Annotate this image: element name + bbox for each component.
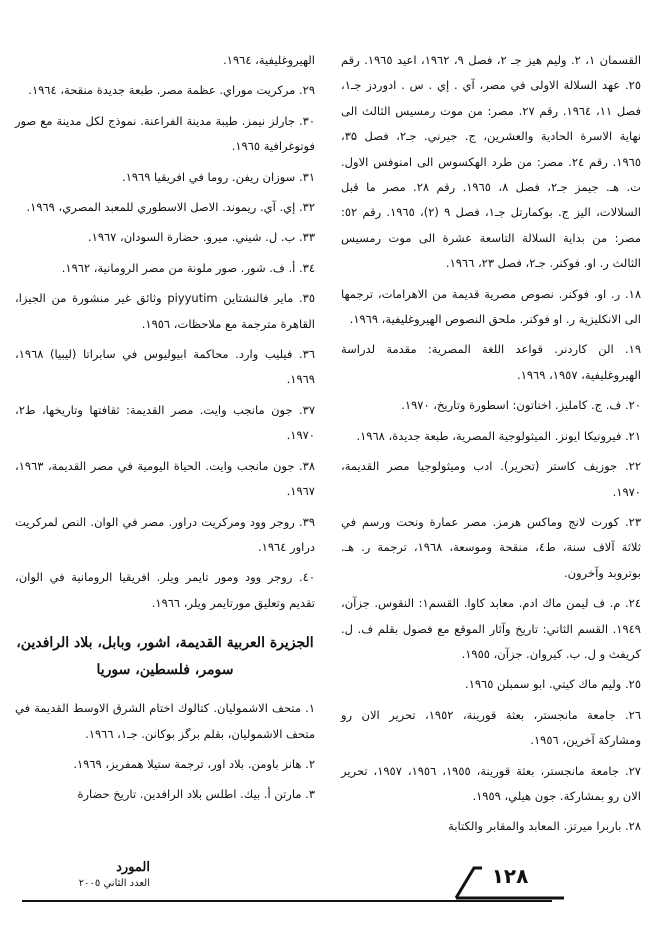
- bibliography-entry: ۳۱. سوزان ريفن. روما في افريقيا ۱۹٦۹.: [122, 169, 315, 184]
- bibliography-entry: ۲٥. وليم ماك كيتي. ابو سمبلن ۱۹٦٥.: [465, 677, 641, 692]
- bibliography-entry: ۲. هانز باومن. بلاد اور، ترجمة ستيلا همفريز، ۱۹٦۹.: [73, 756, 315, 771]
- right-column: [341, 48, 641, 845]
- bibliography-entry: ۲۲. جوزيف كاستر (تحرير). ادب وميثولوجيا مصر القديمة، ۱۹۷۰.: [341, 459, 641, 499]
- bibliography-entry: ۳۸. جون مانجب وايت. الحياة اليومية في مصر القديمة، ۱۹٦۳، ۱۹٦۷.: [15, 458, 315, 499]
- bibliography-entry: ۲٤. م. ف ليمن ماك ادم. معابد كاوا. القسم۱: النقوس. جزآن، ۱۹٤۹. القسم الثاني: تاريخ وآثار الموقع مع فصول بقلم ف. ل. كريفث و ل. ب. كيروان. جزآن، ۱۹٥٥.: [341, 596, 642, 661]
- bibliography-entry: ۲۹. مركريت موراي. عظمة مصر. طبعة جديدة منقحة، ۱۹٦٤.: [28, 83, 315, 98]
- bibliography-entry: ۳۷. جون مانجب وايت. مصر القديمة: ثقافتها وتاريخها، ط۲، ۱۹۷۰.: [15, 402, 315, 443]
- bibliography-entry: ۳. مارتن أ. بيك. اطلس بلاد الرافدين. تاريخ حضارة: [77, 787, 315, 802]
- footer-rule: [22, 900, 552, 902]
- bibliography-entry: ۲٦. جامعة مانجستر، بعثة قورينة، ۱۹٥۲، تحرير الان رو ومشاركة آخرين، ۱۹٥٦.: [341, 707, 641, 748]
- bibliography-entry: ۳٤. أ. ف. شور. صور ملونة من مصر الرومانية، ۱۹٦۲.: [61, 260, 315, 275]
- bibliography-entry: ۱. متحف الاشموليان. كتالوك اختام الشرق الاوسط القديمة في متحف الاشموليان، بقلم برگز بوكانن. جـ۱، ۱۹٦٦.: [15, 701, 315, 741]
- bibliography-entry: ۳٦. فيليب وارد. محاكمة ابيوليوس في سابراتا (ليبيا) ۱۹٦۸، ۱۹٦۹.: [15, 347, 315, 387]
- bibliography-entry: ۲۷. جامعة مانجستر، بعثة قورينة، ۱۹٥٥، ۱۹٥٦، ۱۹٥۷، تحرير الان رو بمشاركة. جون هيلي، ۱۹٥۹.: [341, 763, 641, 803]
- section-heading: الجزيرة العربية القديمة، اشور، وبابل، بلاد الرافدين، سومر، فلسطين، سوريا: [16, 635, 314, 679]
- bibliography-entry: ۱۸. ر. او. فوكنر. نصوص مصرية قديمة من الاهرامات، ترجمها الى الانكليزية ر. او فوكنر. ملحق النصوص الهيروغليفية، ۱۹٦۹.: [341, 286, 641, 327]
- page-footer: [0, 856, 661, 916]
- bibliography-entry: القسمان ۱، ۲. وليم هيز جـ ۲، فصل ۹، ۱۹٦۲، اعيد ۱۹٦٥. رقم ۲٥. عهد السلالة الاولى في مصر، آي . إي . س . ادوردز جـ۱، فصل ۱۱، ۱۹٦٤. رقم ۲۷. مصر: من موت رمسيس الثالث الى نهاية الاسرة الحادية والعشرين، ج. جيرني. جـ۲، فصل ۳۵، ۱۹٦٥. رقم ۲٤. مصر: من طرد الهكسوس الى امنوفس الاول. ت. هـ. جيمز جـ۲، فصل ۸، ۱۹٦٥. رقم ۲۸. مصر ما قبل السلالات، اليز ج. بوكمارتل جـ۱، فصل ۹ (۲)، ۱۹٦٥. رقم ٥۲: مصر: من بداية السلالة التاسعة عشرة الى موت رمسيس الثالث ر. او. فوكنر. جـ۲، فصل ۲۳، ۱۹٦٦.: [341, 53, 642, 271]
- bibliography-entry: الهيروغليفية، ۱۹٦٤.: [223, 53, 315, 67]
- bibliography-entry: ۳۰. جارلز نيمز. طيبة مدينة الفراعنة. نموذج لكل مدينة مع صور فوتوغرافية ۱۹٦٥.: [15, 113, 315, 154]
- bibliography-entry: ۲۱. فيرونيكا ايونز. الميثولوجية المصرية، طبعة جديدة، ۱۹٦۸.: [356, 428, 641, 443]
- bibliography-entry: ۱۹. الن كاردنر. قواعد اللغة المصرية: مقدمة لدراسة الهيروغليفية، ۱۹٥۷، ۱۹٦۹.: [341, 342, 641, 382]
- page-number: ۱۲۸: [491, 864, 529, 888]
- bibliography-entry: ۲۰. ف. ج. كامليز. اخناتون: اسطورة وتاريخ، ۱۹۷۰.: [401, 398, 641, 413]
- bibliography-entry: ۳۲. إي. آي. ريموند. الاصل الاسطوري للمعبد المصري، ۱۹٦۹.: [26, 200, 315, 215]
- left-column: [15, 48, 315, 813]
- issue-label: العدد الثاني ۲۰۰٥: [78, 878, 150, 889]
- bibliography-entry: ۳٥. ماير فالنشتاين piyyutim وثائق غير منشورة من الجيزا، القاهرة مترجمة مع ملاحظات، ۱۹٥٦.: [15, 291, 315, 331]
- journal-name: المورد: [116, 860, 150, 875]
- bibliography-entry: ۲۳. كورت لانج وماكس هرمز. مصر عمارة ونحت ورسم في ثلاثة آلاف سنة، ط٤، منقحة وموسعة، ۱۹٦۸، ترجمة ر. هـ. بوتروبد وآخرون.: [341, 514, 641, 580]
- bibliography-entry: ۳۹. روجر وود ومركريت دراور. مصر في الوان. النص لمركريت دراور ۱۹٦٤.: [15, 514, 315, 554]
- bibliography-entry: ٤۰. روجر وود ومور تايمر ويلر. افريقيا الرومانية في الوان، تقديم وتعليق مورتايمر ويلر، ۱۹٦٦.: [15, 570, 315, 610]
- bibliography-entry: ۲۸. باربرا ميرتز. المعابد والمقابر والكتابة: [448, 819, 641, 834]
- bibliography-entry: ۳۳. ب. ل. شيني. ميرو. حضارة السودان، ۱۹٦۷.: [87, 230, 315, 245]
